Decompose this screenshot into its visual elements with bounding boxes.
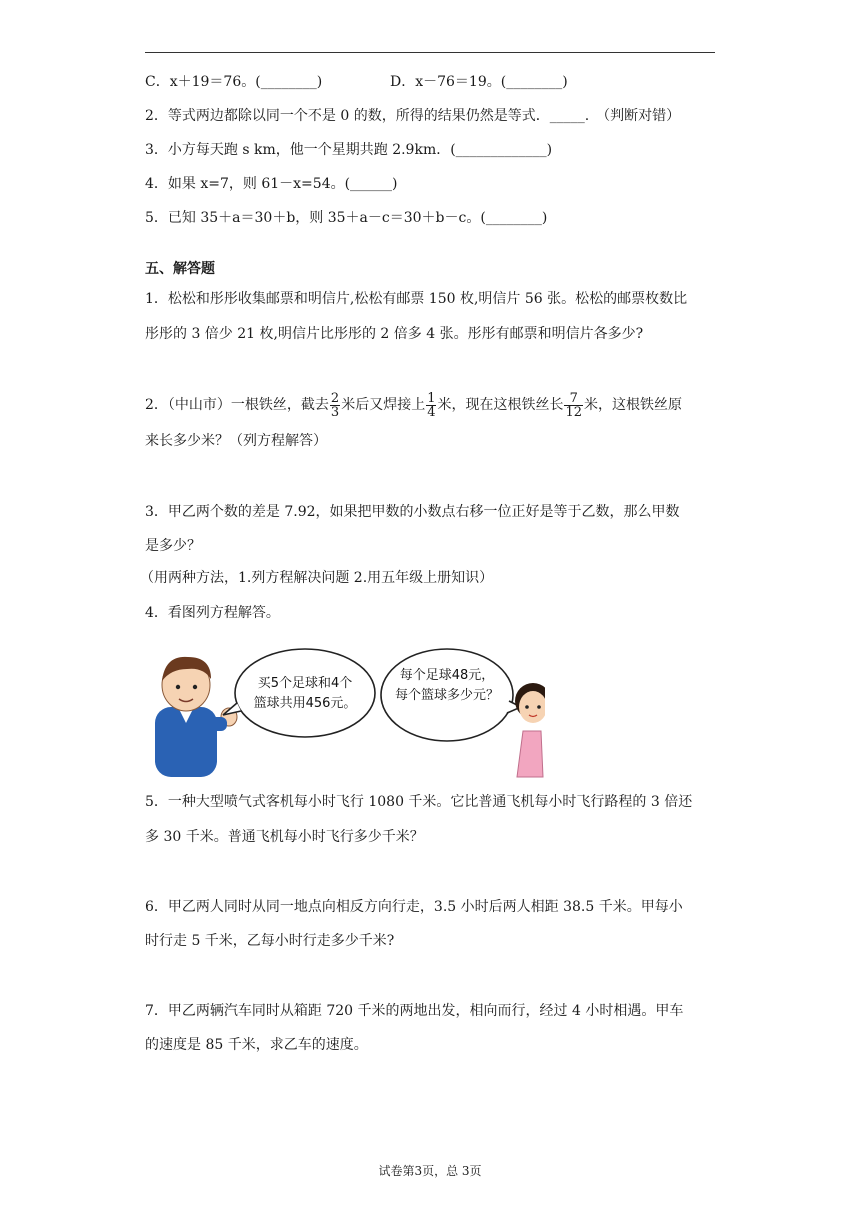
man-arm (209, 717, 227, 731)
question-5-line-1: 5．一种大型喷气式客机每小时飞行 1080 千米。它比普通飞机每小时飞行路程的 3 倍还 (145, 794, 693, 810)
fraction-numerator: 1 (427, 390, 436, 406)
question-1-line-2: 彤彤的 3 倍少 21 枚,明信片比彤彤的 2 倍多 4 张。彤彤有邮票和明信片各多少? (145, 326, 644, 342)
top-rule (145, 52, 715, 53)
man-eye (193, 685, 197, 689)
fraction-numerator: 2 (330, 390, 340, 406)
q2-text-2: 米后又焊接上 (341, 397, 426, 413)
question-1-line-1: 1．松松和彤彤收集邮票和明信片,松松有邮票 150 枚,明信片 56 张。松松的邮票枚数比 (145, 291, 688, 307)
option-c: C．x＋19＝76。(________) (145, 74, 323, 90)
question-4: 4．看图列方程解答。 (145, 605, 280, 621)
illustration-figure (145, 645, 545, 780)
q2-text-3: 米，现在这根铁丝长 (437, 397, 564, 413)
q2-text-1: 2．（中山市）一根铁丝，截去 (145, 397, 329, 413)
fraction-denominator: 4 (427, 404, 436, 420)
question-7-line-1: 7．甲乙两辆汽车同时从箱距 720 千米的两地出发，相向而行，经过 4 小时相遇。甲车 (145, 1003, 684, 1019)
man-eye (176, 685, 180, 689)
judgment-q2: 2．等式两边都除以同一个不是 0 的数，所得的结果仍然是等式．_____. （判断对错） (145, 108, 681, 124)
girl-eye (525, 705, 529, 709)
bubble-left-line-2: 篮球共用456元。 (253, 696, 357, 711)
fraction-denominator: 3 (330, 404, 340, 420)
speech-bubble-right (381, 649, 521, 741)
man-illustration (155, 657, 237, 777)
q2-text-4: 米，这根铁丝原 (584, 397, 683, 413)
question-6-line-2: 时行走 5 千米，乙每小时行走多少千米? (145, 933, 395, 949)
judgment-q5: 5．已知 35＋a＝30＋b，则 35＋a－c＝30＋b－c。(________) (145, 210, 548, 226)
girl-illustration (515, 683, 545, 777)
question-3-line-2: 是多少？ (145, 538, 201, 554)
page-footer: 试卷第3页，总 3页 (378, 1164, 482, 1178)
fraction-numerator: 7 (569, 390, 578, 406)
question-3-line-1: 3．甲乙两个数的差是 7.92，如果把甲数的小数点右移一位正好是等于乙数，那么甲数 (145, 504, 680, 520)
fraction-one-quarter (426, 392, 436, 419)
fraction-two-thirds (330, 392, 340, 419)
question-2-line-2: 来长多少米？（列方程解答） (145, 433, 327, 449)
bubble-right-line-1: 每个足球48元， (399, 668, 495, 683)
fraction-denominator: 12 (565, 404, 583, 420)
bubble-right-line-2: 每个篮球多少元？ (394, 688, 500, 703)
judgment-q4: 4．如果 x=7，则 61－x=54。(______) (145, 176, 398, 192)
question-3-note: （用两种方法，1.列方程解决问题 2.用五年级上册知识） (140, 570, 494, 586)
speech-bubble-outline (235, 649, 375, 737)
girl-eye (537, 705, 541, 709)
bubble-left-line-1: 买5个足球和4个 (257, 676, 353, 691)
question-6-line-1: 6．甲乙两人同时从同一地点向相反方向行走，3.5 小时后两人相距 38.5 千米。甲每小 (145, 899, 683, 915)
girl-dress (517, 731, 543, 777)
judgment-q3: 3．小方每天跑 s km，他一个星期共跑 2.9km．(_____________) (145, 142, 553, 158)
question-2-line-1 (145, 389, 682, 421)
question-5-line-2: 多 30 千米。普通飞机每小时飞行多少千米？ (145, 829, 424, 845)
option-d: D．x－76＝19。(________) (390, 74, 568, 90)
fraction-seven-twelfths (564, 392, 583, 419)
question-7-line-2: 的速度是 85 千米，求乙车的速度。 (145, 1037, 368, 1053)
speech-bubble-left (223, 649, 375, 737)
section-title: 五、解答题 (145, 261, 215, 277)
